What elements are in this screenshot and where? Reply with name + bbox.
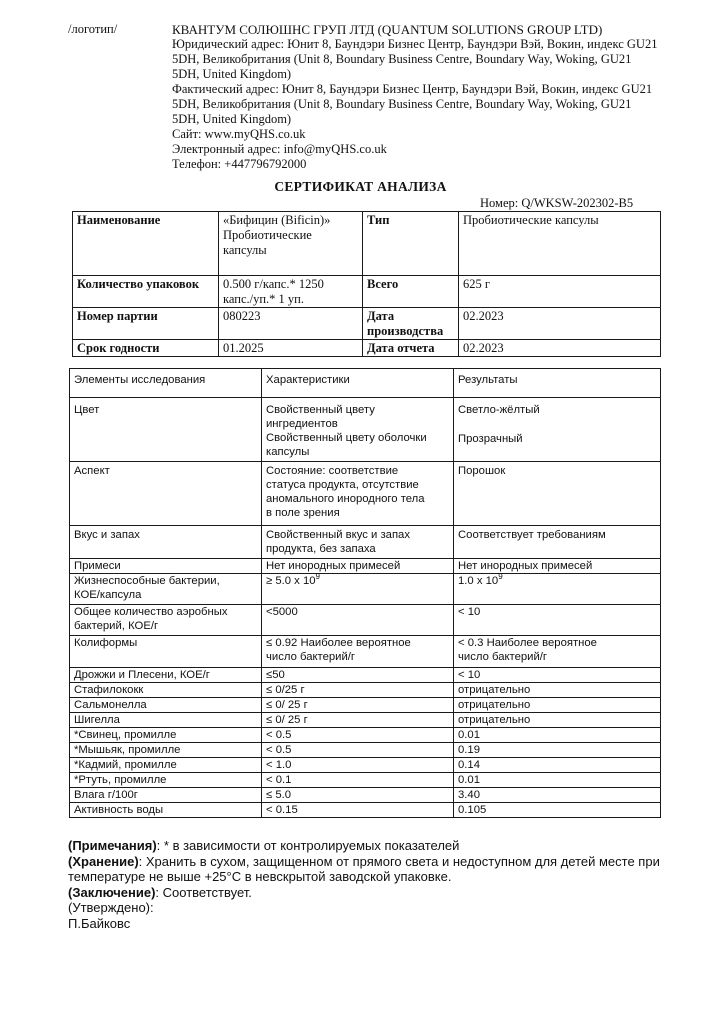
test-spec: < 0.5 xyxy=(262,743,454,758)
test-result: 0.105 xyxy=(454,803,661,818)
test-item: Стафилококк xyxy=(70,683,262,698)
total-label: Всего xyxy=(363,276,459,308)
company-block xyxy=(172,22,672,172)
test-result: 0.01 xyxy=(454,728,661,743)
test-result: отрицательно xyxy=(454,683,661,698)
test-result: отрицательно xyxy=(454,713,661,728)
document-number: Номер: Q/WKSW-202302-B5 xyxy=(480,196,634,210)
test-item: Аспект xyxy=(70,462,262,526)
test-item: *Кадмий, промилле xyxy=(70,758,262,773)
table-row xyxy=(73,308,661,340)
test-spec: < 0.15 xyxy=(262,803,454,818)
analysis-table xyxy=(69,368,661,818)
signer-name: П.Байковс xyxy=(68,915,131,931)
test-result: Нет инородных примесей xyxy=(454,559,661,574)
phone: Телефон: +447796792000 xyxy=(172,157,307,171)
approved-label: (Утверждено): xyxy=(68,900,154,915)
name-value: «Бифицин (Bificin)» Пробиотические капсулы xyxy=(219,212,363,276)
test-result: 0.14 xyxy=(454,758,661,773)
simple-rows xyxy=(70,668,661,818)
test-spec: ≤ 0/ 25 г xyxy=(262,713,454,728)
actual-address-line: Фактический адрес: Юнит 8, Баундэри Бизнес Центр, Баундэри Вэй, Вокин, индекс GU21 xyxy=(172,82,653,96)
table-row xyxy=(70,574,661,605)
test-result: Порошок xyxy=(454,462,661,526)
test-result: < 10 xyxy=(454,605,661,636)
expiry-value: 01.2025 xyxy=(219,340,363,357)
notes-block xyxy=(68,838,668,931)
test-result: 0.19 xyxy=(454,743,661,758)
test-spec: ≤50 xyxy=(262,668,454,683)
batch-value: 080223 xyxy=(219,308,363,340)
prod-date-label: Дата производства xyxy=(363,308,459,340)
table-row xyxy=(70,462,661,526)
test-result: 0.01 xyxy=(454,773,661,788)
test-item: *Мышьяк, промилле xyxy=(70,743,262,758)
test-spec: < 0.5 xyxy=(262,728,454,743)
column-header: Результаты xyxy=(454,369,661,398)
test-item: Колиформы xyxy=(70,636,262,668)
test-result: Соответствует требованиям xyxy=(454,526,661,559)
company-name: КВАНТУМ СОЛЮШНС ГРУП ЛТД (QUANTUM SOLUTIONS GROUP LTD) xyxy=(172,22,603,37)
table-row xyxy=(70,758,661,773)
type-value: Пробиотические капсулы xyxy=(459,212,661,276)
test-result: 1.0 x $10^9$ xyxy=(454,574,661,605)
legal-address-line: 5DH, Великобритания (Unit 8, Boundary Business Centre, Boundary Way, Woking, GU21 xyxy=(172,52,632,66)
logo-placeholder: /логотип/ xyxy=(68,22,118,36)
test-item: *Ртуть, промилле xyxy=(70,773,262,788)
table-row xyxy=(73,340,661,357)
test-spec: Состояние: соответствие статуса продукта, отсутствие аномального инородного тела в поле зрения xyxy=(262,462,454,526)
table-row xyxy=(70,398,661,462)
test-spec: Нет инородных примесей xyxy=(262,559,454,574)
total-value: 625 г xyxy=(459,276,661,308)
test-spec: <5000 xyxy=(262,605,454,636)
test-item: Жизнеспособные бактерии, КОЕ/капсула xyxy=(70,574,262,605)
test-spec: ≤ 0/25 г xyxy=(262,683,454,698)
column-header: Элементы исследования xyxy=(70,369,262,398)
table-row xyxy=(70,559,661,574)
remarks: (Примечания): * в зависимости от контролируемых показателей xyxy=(68,838,460,853)
test-spec: ≤ 0/ 25 г xyxy=(262,698,454,713)
test-spec: Свойственный вкус и запах продукта, без запаха xyxy=(262,526,454,559)
expiry-label: Срок годности xyxy=(73,340,219,357)
table-row xyxy=(73,276,661,308)
batch-label: Номер партии xyxy=(73,308,219,340)
email: Электронный адрес: info@myQHS.co.uk xyxy=(172,142,387,156)
storage: (Хранение): Хранить в сухом, защищенном от прямого света и недоступном для детей месте при температуре не выше +25°С в невскрытой заводской упаковке. xyxy=(68,853,660,884)
type-label: Тип xyxy=(363,212,459,276)
test-spec: ≤ 0.92 Наиболее вероятное число бактерий/г xyxy=(262,636,454,668)
table-row xyxy=(70,773,661,788)
conclusion: (Заключение): Соответствует. xyxy=(68,884,252,900)
test-result: Светло-жёлтый Прозрачный xyxy=(454,398,661,462)
test-item: Дрожжи и Плесени, КОЕ/г xyxy=(70,668,262,683)
table-row xyxy=(70,728,661,743)
table-row xyxy=(70,743,661,758)
report-date-label: Дата отчета xyxy=(363,340,459,357)
test-item: *Свинец, промилле xyxy=(70,728,262,743)
table-row xyxy=(70,788,661,803)
test-spec: < 1.0 xyxy=(262,758,454,773)
test-result: < 0.3 Наиболее вероятное число бактерий/г xyxy=(454,636,661,668)
test-item: Вкус и запах xyxy=(70,526,262,559)
actual-address-line: 5DH, United Kingdom) xyxy=(172,112,292,126)
table-row xyxy=(70,803,661,818)
report-date-value: 02.2023 xyxy=(459,340,661,357)
table-row xyxy=(70,668,661,683)
test-item: Сальмонелла xyxy=(70,698,262,713)
test-item: Влага г/100г xyxy=(70,788,262,803)
qty-label: Количество упаковок xyxy=(73,276,219,308)
website: Сайт: www.myQHS.co.uk xyxy=(172,127,306,141)
table-row xyxy=(70,698,661,713)
test-spec: ≤ 5.0 xyxy=(262,788,454,803)
legal-address-line: 5DH, United Kingdom) xyxy=(172,67,292,81)
test-result: отрицательно xyxy=(454,698,661,713)
test-spec: ≥ 5.0 x $10^9$ xyxy=(262,574,454,605)
table-row xyxy=(70,683,661,698)
name-label: Наименование xyxy=(73,212,219,276)
column-header: Характеристики xyxy=(262,369,454,398)
table-row xyxy=(70,636,661,668)
document-title: СЕРТИФИКАТ АНАЛИЗА xyxy=(274,179,447,194)
table-row xyxy=(70,605,661,636)
table-row xyxy=(70,713,661,728)
qty-value: 0.500 г/капс.* 1250 капс./уп.* 1 уп. xyxy=(219,276,363,308)
test-item: Активность воды xyxy=(70,803,262,818)
product-info-table xyxy=(72,211,661,357)
test-spec: < 0.1 xyxy=(262,773,454,788)
test-item: Цвет xyxy=(70,398,262,462)
test-item: Примеси xyxy=(70,559,262,574)
actual-address-line: 5DH, Великобритания (Unit 8, Boundary Business Centre, Boundary Way, Woking, GU21 xyxy=(172,97,632,111)
test-result: 3.40 xyxy=(454,788,661,803)
test-item: Общее количество аэробных бактерий, КОЕ/г xyxy=(70,605,262,636)
test-item: Шигелла xyxy=(70,713,262,728)
test-result: < 10 xyxy=(454,668,661,683)
table-header-row xyxy=(70,369,661,398)
table-row xyxy=(70,526,661,559)
prod-date-value: 02.2023 xyxy=(459,308,661,340)
legal-address-line: Юридический адрес: Юнит 8, Баундэри Бизнес Центр, Баундэри Вэй, Вокин, индекс GU21 xyxy=(172,37,658,51)
table-row xyxy=(73,212,661,276)
test-spec: Свойственный цвету ингредиентов Свойственный цвету оболочки капсулы xyxy=(262,398,454,462)
